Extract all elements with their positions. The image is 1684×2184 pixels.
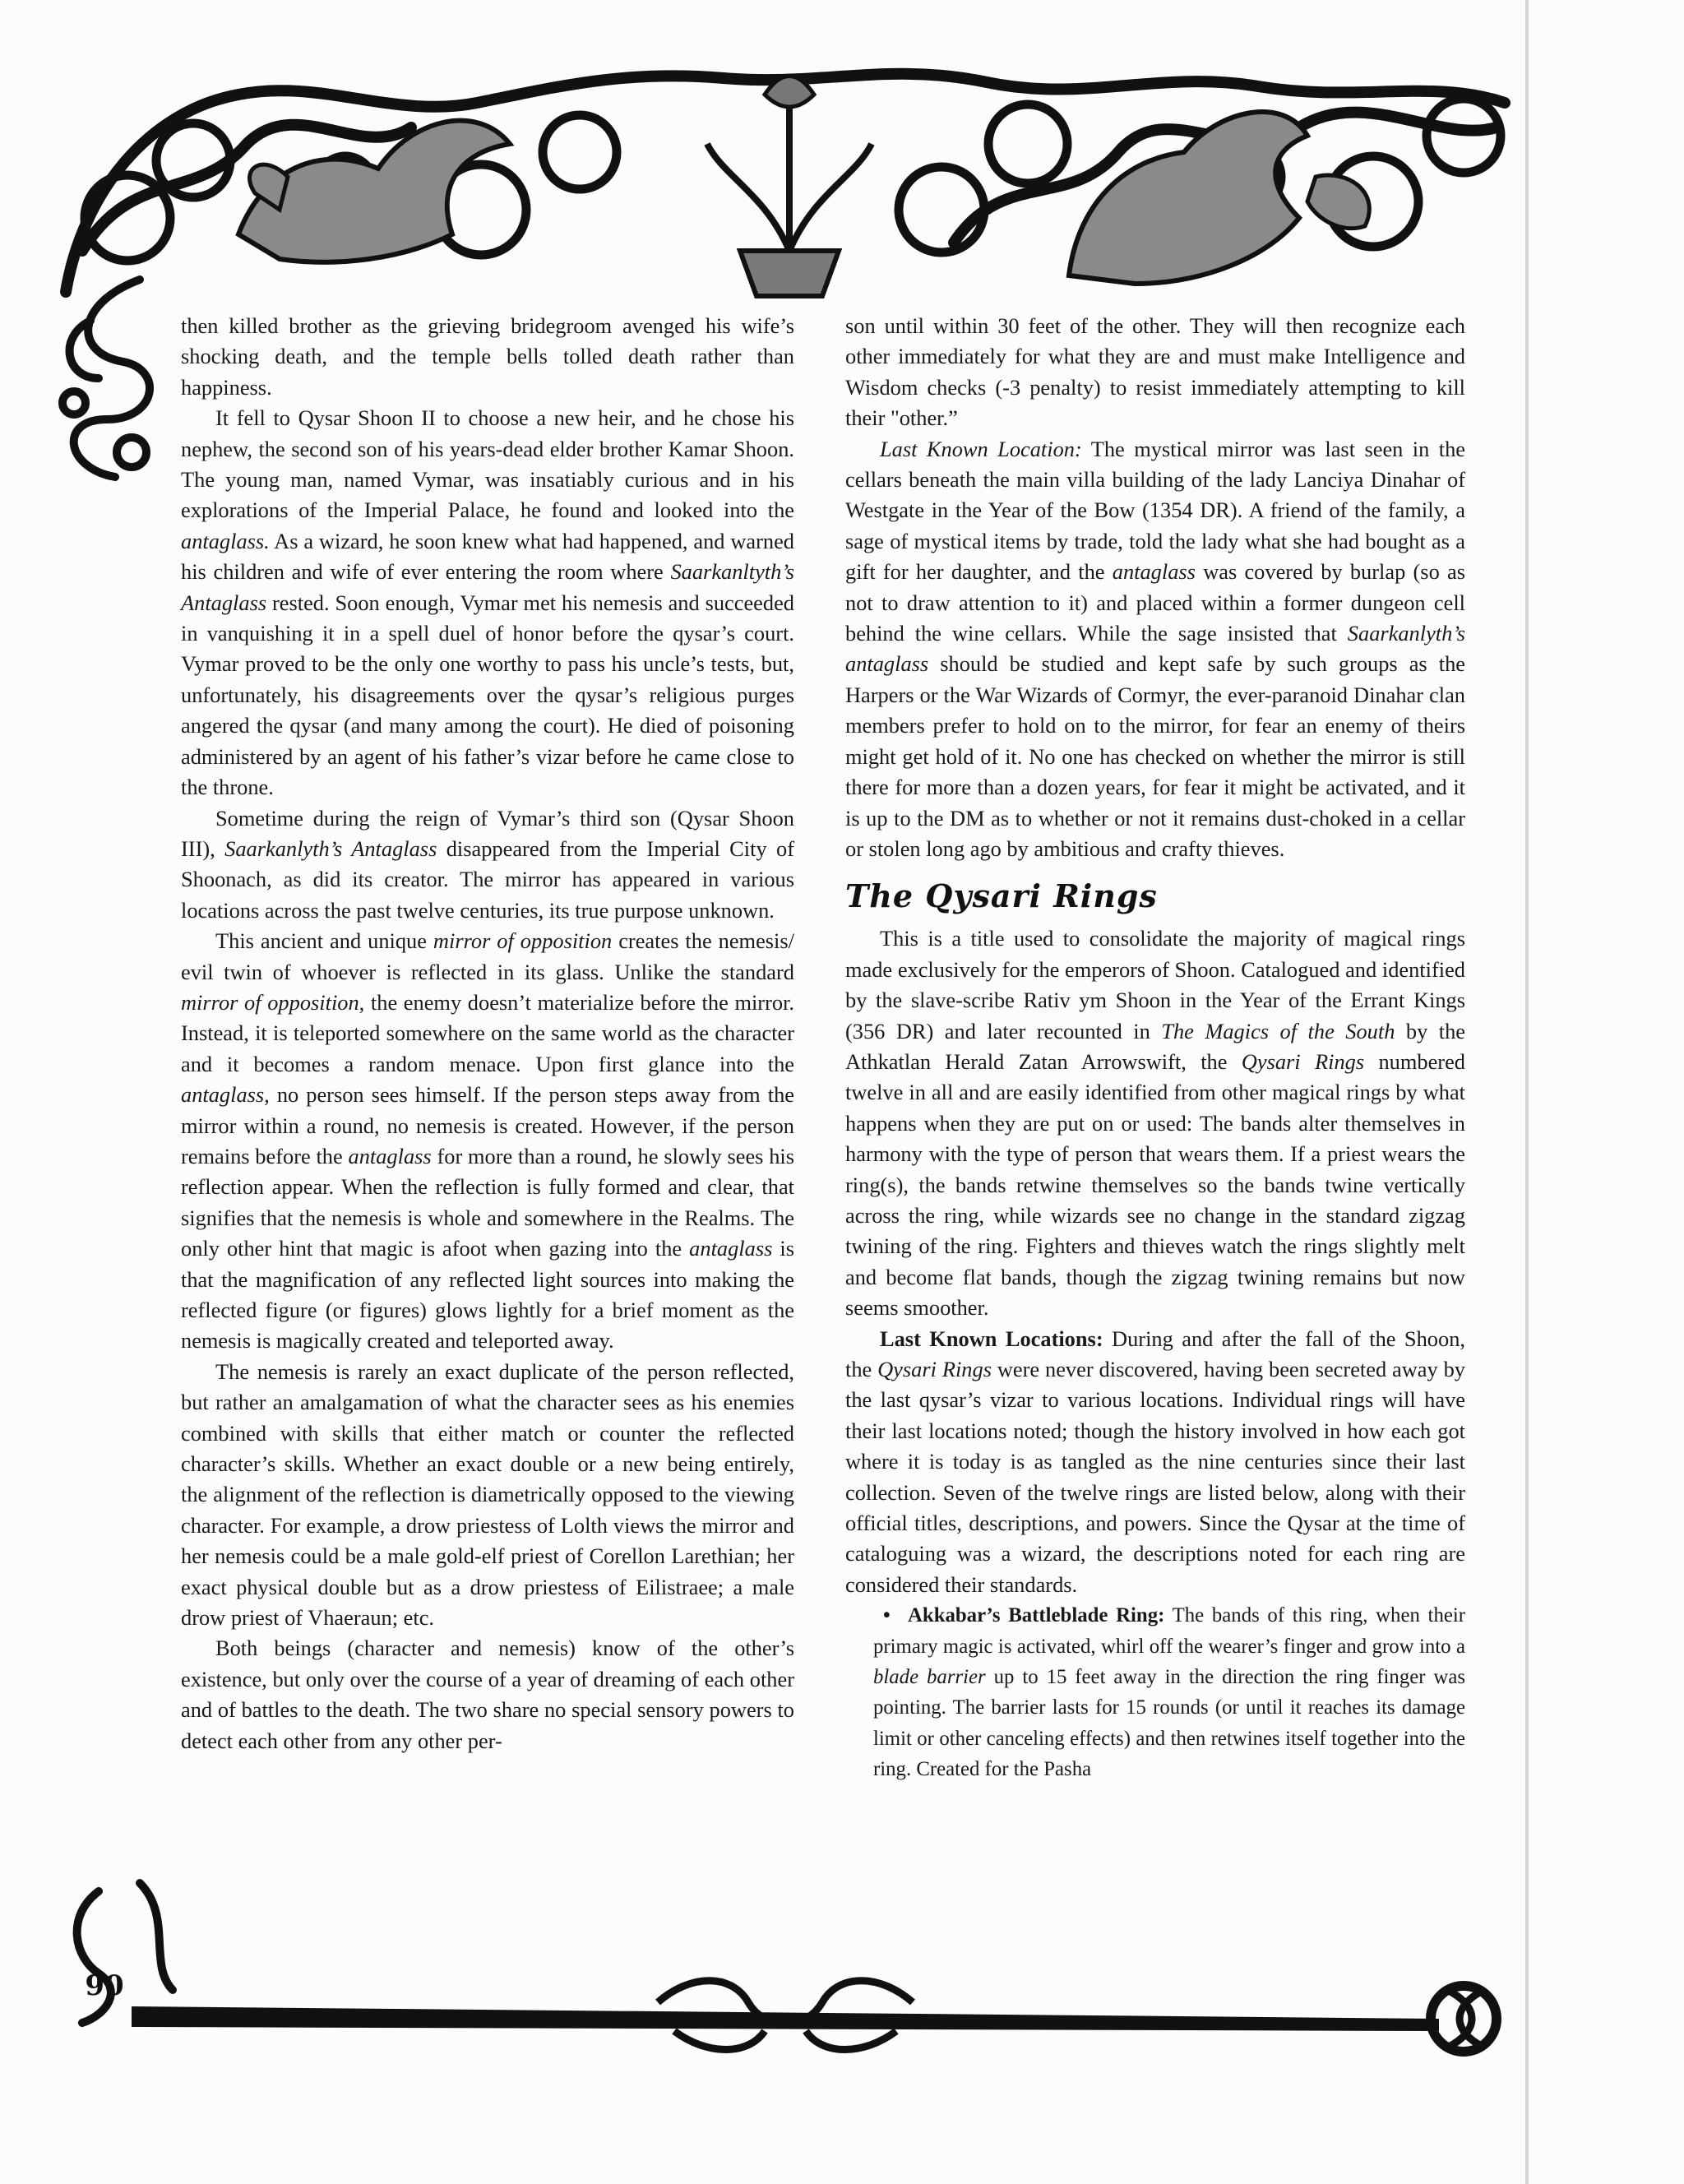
ornamental-border-bottom [49,1867,1529,2080]
paragraph: It fell to Qysar Shoon II to choose a new heir, and he chose his nephew, the second son of his years-dead elder brother Kamar Shoon. The young man, named Vymar, was insatiably curious and in his explorations of the Imperial Palace, he found and looked into the antaglass. As a wizard, he soon knew what had happened, and warned his children and wife of ever entering the room where Saarkanltyth’s Antaglass rested. Soon enough, Vymar met his nemesis and succeeded in vanquishing it in a spell duel of honor before the qysar’s court. Vymar proved to be the only one worthy to pass his uncle’s tests, but, unfortunately, his disagreements over the qysar’s religious purges angered the qysar (and many among the court). He died of poisoning administered by an agent of his father’s vizar before he came close to the throne. [181,405,794,800]
swirl-ornament-left [41,271,173,518]
run-in-label: Last Known Locations: [880,1326,1103,1351]
item-title: Akkabar’s Battleblade Ring: [908,1604,1165,1627]
text-column-left [181,311,794,1756]
text-column-right [845,311,1465,1785]
paragraph: then killed brother as the grieving bridegroom avenged his wife’s shocking death, and the temple bells tolled death rather than happiness. [181,313,794,400]
section-heading: The Qysari Rings [845,877,1158,915]
list-item: • Akkabar’s Battleblade Ring: The bands of this ring, when their primary magic is activated, whirl off the wearer’s finger and grow into a blade barrier up to 15 feet away in the direction the ring finger was pointing. The barrier lasts for 15 rounds (or until it reaches its damage limit or other canceling effects) and then retwines itself together into the ring. Created for the Pasha [845,1600,1465,1784]
celtic-dragon-border-top [49,45,1521,325]
page-edge-shadow [1525,0,1529,2184]
paragraph: son until within 30 feet of the other. They will then recognize each other immediately for what they are and must make Intelligence and Wisdom checks (-3 penalty) to resist immediately attempting to kill their "other.” [845,313,1465,431]
bullet-marker: • [883,1604,891,1627]
paragraph: The nemesis is rarely an exact duplicate of the person reflected, but rather an amalgamation of what the character sees as his enemies combined with skills that either match or counter the reflected character’s skills. Whether an exact double or a new being entirely, the alignment of the reflection is diametrically opposed to the viewing character. For example, a drow priestess of Lolth views the mirror and her nemesis could be a male gold-elf priest of Corellon Larethian; her exact physical double but as a drow priestess of Eilistraee; a male drow priest of Vhaeraun; etc. [181,1358,794,1631]
run-in-label: Last Known Location: [880,436,1082,461]
paragraph: This is a title used to consolidate the majority of magical rings made exclusively for the emperors of Shoon. Catalogued and identified by the slave-scribe Rativ ym Shoon in the Year of the Errant Kings (356 DR) and later recounted in The Magics of the South by the Athkatlan Herald Zatan Arrowswift, the Qysari Rings numbered twelve in all and are easily identified from other magical rings by what happens when they are put on or used: The bands alter themselves in harmony with the type of person that wears them. If a priest wears the ring(s), the bands retwine themselves so the bands twine vertically across the ring, while wizards see no change in the standard zigzag twining of the ring. Fighters and thieves watch the rings slightly melt and become flat bands, though the zigzag twining remains but now seems smoother. [845,926,1466,1321]
page-number: 90 [85,1969,124,2002]
paragraph: Last Known Location: The mystical mirror was last seen in the cellars beneath the main villa building of the lady Lanciya Dinahar of Westgate in the Year of the Bow (1354 DR). A friend of the family, a sage of mystical items by trade, told the lady what she had bought as a gift for her daughter, and the antaglass was covered by burlap (so as not to draw attention to it) and placed within a former dungeon cell behind the wine cellars. While the sage insisted that Saarkanlyth’s antaglass should be studied and kept safe by such groups as the Harpers or the War Wizards of Cormyr, the ever-paranoid Dinahar clan members prefer to hold on to the mirror, for fear an enemy of theirs might get hold of it. No one has checked on whether the mirror is still there for more than a dozen years, for fear it might be activated, and it is up to the DM as to whether or not it remains dust-choked in a cellar or stolen long ago by ambitious and crafty thieves. [845,436,1465,861]
paragraph: Both beings (character and nemesis) know of the other’s existence, but only over the course of a year of dreaming of each other and of battles to the death. The two share no special sensory powers to detect each other from any other per- [181,1636,794,1753]
paragraph: Last Known Locations: During and after the fall of the Shoon, the Qysari Rings were never discovered, having been secreted away by the last qysar’s vizar to various locations. Individual rings will have their last locations noted; though the history involved in how each got where it is today is as tangled as the nine centuries since their last collection. Seven of the twelve rings are listed below, along with their official titles, descriptions, and powers. Since the Qysar at the time of cataloguing was a wizard, the descriptions noted for each ring are considered their standards. [845,1326,1465,1597]
paragraph: Sometime during the reign of Vymar’s third son (Qysar Shoon III), Saarkanlyth’s Antaglass disappeared from the Imperial City of Shoonach, as did its creator. The mirror has appeared in various locations across the past twelve centuries, its true purpose unknown. [181,805,794,923]
paragraph: This ancient and unique mirror of opposition creates the nemesis/ evil twin of whoever is reflected in its glass. Unlike the standard mirror of opposition, the enemy doesn’t materialize before the mirror. Instead, it is teleported somewhere on the same world as the character and it becomes a random menace. Upon first glance into the antaglass, no person sees himself. If the person steps away from the mirror within a round, no nemesis is created. However, if the person remains before the antaglass for more than a round, he slowly sees his reflection appear. When the reflection is fully formed and clear, that signifies that the nemesis is whole and somewhere in the Realms. The only other hint that magic is afoot when gazing into the antaglass is that the magnification of any reflected light sources into making the reflected figure (or figures) glows lightly for a brief moment as the nemesis is magically created and teleported away. [181,928,795,1353]
